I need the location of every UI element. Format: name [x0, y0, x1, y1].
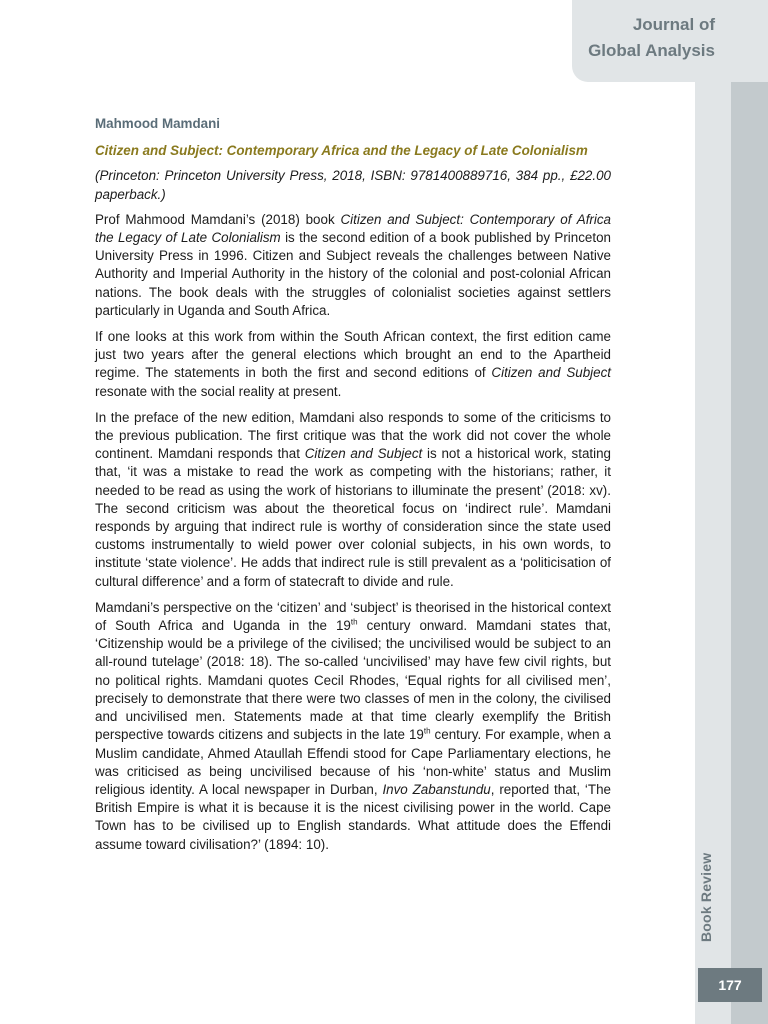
page-number: 177	[698, 968, 762, 1002]
section-label: Book Review	[698, 852, 714, 942]
paragraph-text: Mamdani’s perspective on the ‘citizen’ and ‘subject’ is theorised in the historical context of South Africa and Uganda in the 19	[95, 599, 611, 634]
superscript: th	[350, 617, 358, 627]
book-title: Citizen and Subject: Contemporary Africa and the Legacy of Late Colonialism	[95, 143, 588, 159]
italic-newspaper: Invo Zabanstundu	[382, 781, 491, 797]
paragraph-2	[95, 328, 611, 401]
journal-title-line1: Journal of	[632, 15, 715, 34]
paragraph-3	[95, 409, 611, 591]
paragraph-text: century onward. Mamdani states that, ‘Citizenship would be a privilege of the civilised; the uncivilised would be subject to an all-round tutelage’ (2018: 18). The so-called ‘uncivilised’ may have few civil rights, but no political rights. Mamdani quotes Cecil Rhodes, ‘Equal rights for all civilised men’, precisely to demonstrate that there were two classes of men in the colony, the civilised and uncivilised men. Statements made at that time clearly exemplify the British perspective towards citizens and subjects in the late 19	[95, 618, 612, 743]
paragraph-text: is the second edition of a book published by Princeton University Press in 1996. Citizen and Subject reveals the challenges between Native Authority and Imperial Authority in the history of the colonial and post-colonial African nations. The book deals with the struggles of colonialist societies against settlers particularly in Uganda and South Africa.	[95, 230, 611, 318]
superscript: th	[423, 726, 431, 736]
journal-title	[588, 12, 715, 64]
paragraph-text: is not a historical work, stating that, ‘it was a mistake to read the work as competing with the historians; rather, it needed to be read as using the work of historians to illuminate the present’ (2018: xv). The second criticism was about the theoretical focus on ‘indirect rule’. Mamdani responds by arguing that indirect rule is worthy of consideration since the state used customs instrumentally to wield power over colonial subjects, in his own words, to institute ‘state violence’. He adds that indirect rule is still prevalent as a ‘politicisation of cultural difference’ and a form of statecraft to divide and rule.	[95, 446, 611, 589]
review-author: Mahmood Mamdani	[95, 116, 220, 131]
italic-title: Citizen and Subject	[491, 365, 611, 381]
journal-header	[572, 0, 768, 82]
publication-info: (Princeton: Princeton University Press, 2018, ISBN: 9781400889716, 384 pp., £22.00 paperback.)	[95, 168, 611, 202]
paragraph-text: If one looks at this work from within the South African context, the first edition came just two years after the general elections which brought an end to the Apartheid regime. The statements in both the first and second editions of	[95, 329, 611, 381]
italic-title: Citizen and Subject: Contemporary of Africa the Legacy of Late Colonialism	[95, 211, 612, 246]
paragraph-text: century. For example, when a Muslim candidate, Ahmed Ataullah Effendi stood for Cape Parliamentary elections, he was criticised as being uncivilised because of his ‘non-white’ status and Muslim religious identity. A local newspaper in Durban,	[95, 727, 612, 797]
review-body	[95, 115, 611, 862]
italic-title: Citizen and Subject	[304, 446, 423, 462]
outer-side-strip	[731, 0, 768, 1024]
paragraph-text: resonate with the social reality at present.	[95, 383, 342, 399]
paragraph-text: , reported that, ‘The British Empire is what it is because it is the nicest civilising power in the world. Cape Town has to be civilised up to English standards. What attitude does the Effendi assume toward civilisation?’ (1894: 10).	[95, 781, 611, 852]
paragraph-text: In the preface of the new edition, Mamdani also responds to some of the criticisms to the previous publication. The first critique was that the work did not cover the whole continent. Mamdani responds that	[95, 409, 611, 462]
journal-title-line2: Global Analysis	[588, 41, 715, 60]
paragraph-4	[95, 599, 611, 854]
paragraph-text: Prof Mahmood Mamdani’s (2018) book	[95, 211, 341, 227]
paragraph-1	[95, 211, 611, 320]
